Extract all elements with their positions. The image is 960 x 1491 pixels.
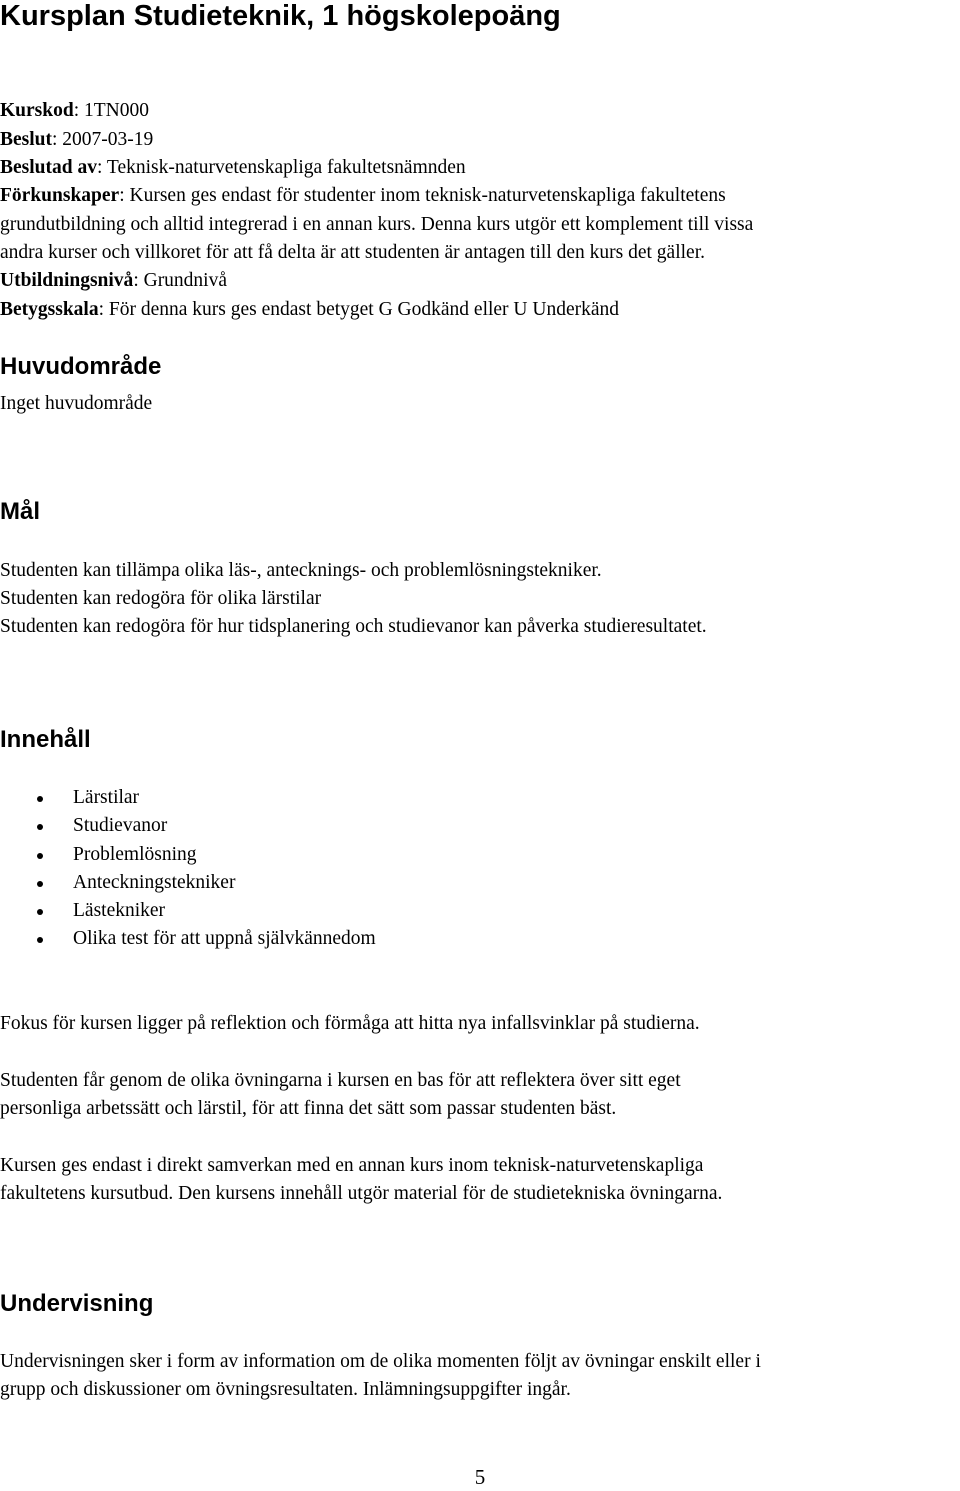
forkunskaper-text-2: grundutbildning och alltid integrerad i en annan kurs. Denna kurs utgör ett komplement till vissa [0, 214, 754, 235]
undervisning-line-1: Undervisningen sker i form av information om de olika momenten följt av övningar enskilt eller i [0, 1351, 761, 1372]
bullet-icon [37, 796, 43, 802]
page-number: 5 [474, 1465, 486, 1489]
meta-forkunskaper [0, 182, 726, 211]
mal-line: Studenten kan redogöra för hur tidsplanering och studievanor kan påverka studieresultatet. [0, 616, 707, 637]
beslut-label: Beslut [0, 129, 53, 150]
list-item [0, 869, 376, 897]
page-title: Kursplan Studieteknik, 1 högskolepoäng [0, 0, 561, 32]
list-item [0, 841, 376, 869]
betygsskala-value: : För denna kurs ges endast betyget G Godkänd eller U Underkänd [98, 299, 620, 320]
kurskod-label: Kurskod [0, 100, 74, 121]
meta-utbildningsniva [0, 267, 227, 296]
bullet-icon [37, 881, 43, 887]
kurskod-value: : 1TN000 [73, 100, 149, 121]
list-item-label: Problemlösning [73, 843, 197, 865]
meta-betygsskala [0, 296, 619, 325]
list-item [0, 812, 376, 840]
bullet-icon [37, 853, 43, 859]
beslutad-label: Beslutad av [0, 157, 97, 178]
innehall-paragraph-2-line-2: personliga arbetssätt och lärstil, för att finna det sätt som passar studenten bäst. [0, 1098, 617, 1119]
list-item-label: Olika test för att uppnå självkännedom [73, 928, 376, 950]
huvudomrade-text: Inget huvudområde [0, 393, 153, 414]
list-item-label: Lärstilar [73, 787, 140, 808]
bullet-icon [37, 909, 43, 915]
list-item-label: Lästekniker [73, 900, 166, 922]
beslut-value: : 2007-03-19 [52, 129, 154, 150]
meta-beslut [0, 126, 153, 155]
meta-beslutad-av [0, 154, 466, 183]
mal-line: Studenten kan redogöra för olika lärstilar [0, 588, 322, 609]
bullet-icon [37, 937, 43, 943]
innehall-paragraph-3-line-1: Kursen ges endast i direkt samverkan med en annan kurs inom teknisk-naturvetenskapliga [0, 1155, 704, 1176]
utbildningsniva-value: : Grundnivå [133, 270, 228, 291]
mal-line: Studenten kan tillämpa olika läs-, antecknings- och problemlösningstekniker. [0, 560, 602, 581]
innehall-paragraph-1: Fokus för kursen ligger på reflektion och förmåga att hitta nya infallsvinklar på studierna. [0, 1013, 700, 1034]
list-item [0, 925, 376, 953]
list-item-label: Anteckningstekniker [73, 871, 236, 893]
betygsskala-label: Betygsskala [0, 299, 99, 320]
meta-kurskod [0, 97, 149, 126]
beslutad-value: : Teknisk-naturvetenskapliga fakultetsnämnden [96, 157, 466, 178]
forkunskaper-text-3: andra kurser och villkoret för att få delta är att studenten är antagen till den kurs det gäller. [0, 242, 705, 263]
list-item [0, 897, 376, 925]
heading-huvudomrade: Huvudområde [0, 353, 162, 380]
innehall-paragraph-2-line-1: Studenten får genom de olika övningarna i kursen en bas för att reflektera över sitt eget [0, 1070, 681, 1091]
heading-mal: Mål [0, 498, 41, 525]
list-item-label: Studievanor [73, 815, 168, 837]
forkunskaper-text-1: : Kursen ges endast för studenter inom teknisk-naturvetenskapliga fakultetens [119, 185, 726, 206]
heading-innehall: Innehåll [0, 726, 91, 753]
innehall-list [0, 784, 376, 954]
heading-undervisning: Undervisning [0, 1290, 154, 1317]
utbildningsniva-label: Utbildningsnivå [0, 270, 134, 291]
innehall-paragraph-3-line-2: fakultetens kursutbud. Den kursens innehåll utgör material för de studietekniska övningarna. [0, 1183, 723, 1204]
bullet-icon [37, 824, 43, 830]
forkunskaper-label: Förkunskaper [0, 185, 120, 206]
undervisning-line-2: grupp och diskussioner om övningsresultaten. Inlämningsuppgifter ingår. [0, 1379, 571, 1400]
list-item [0, 784, 376, 812]
